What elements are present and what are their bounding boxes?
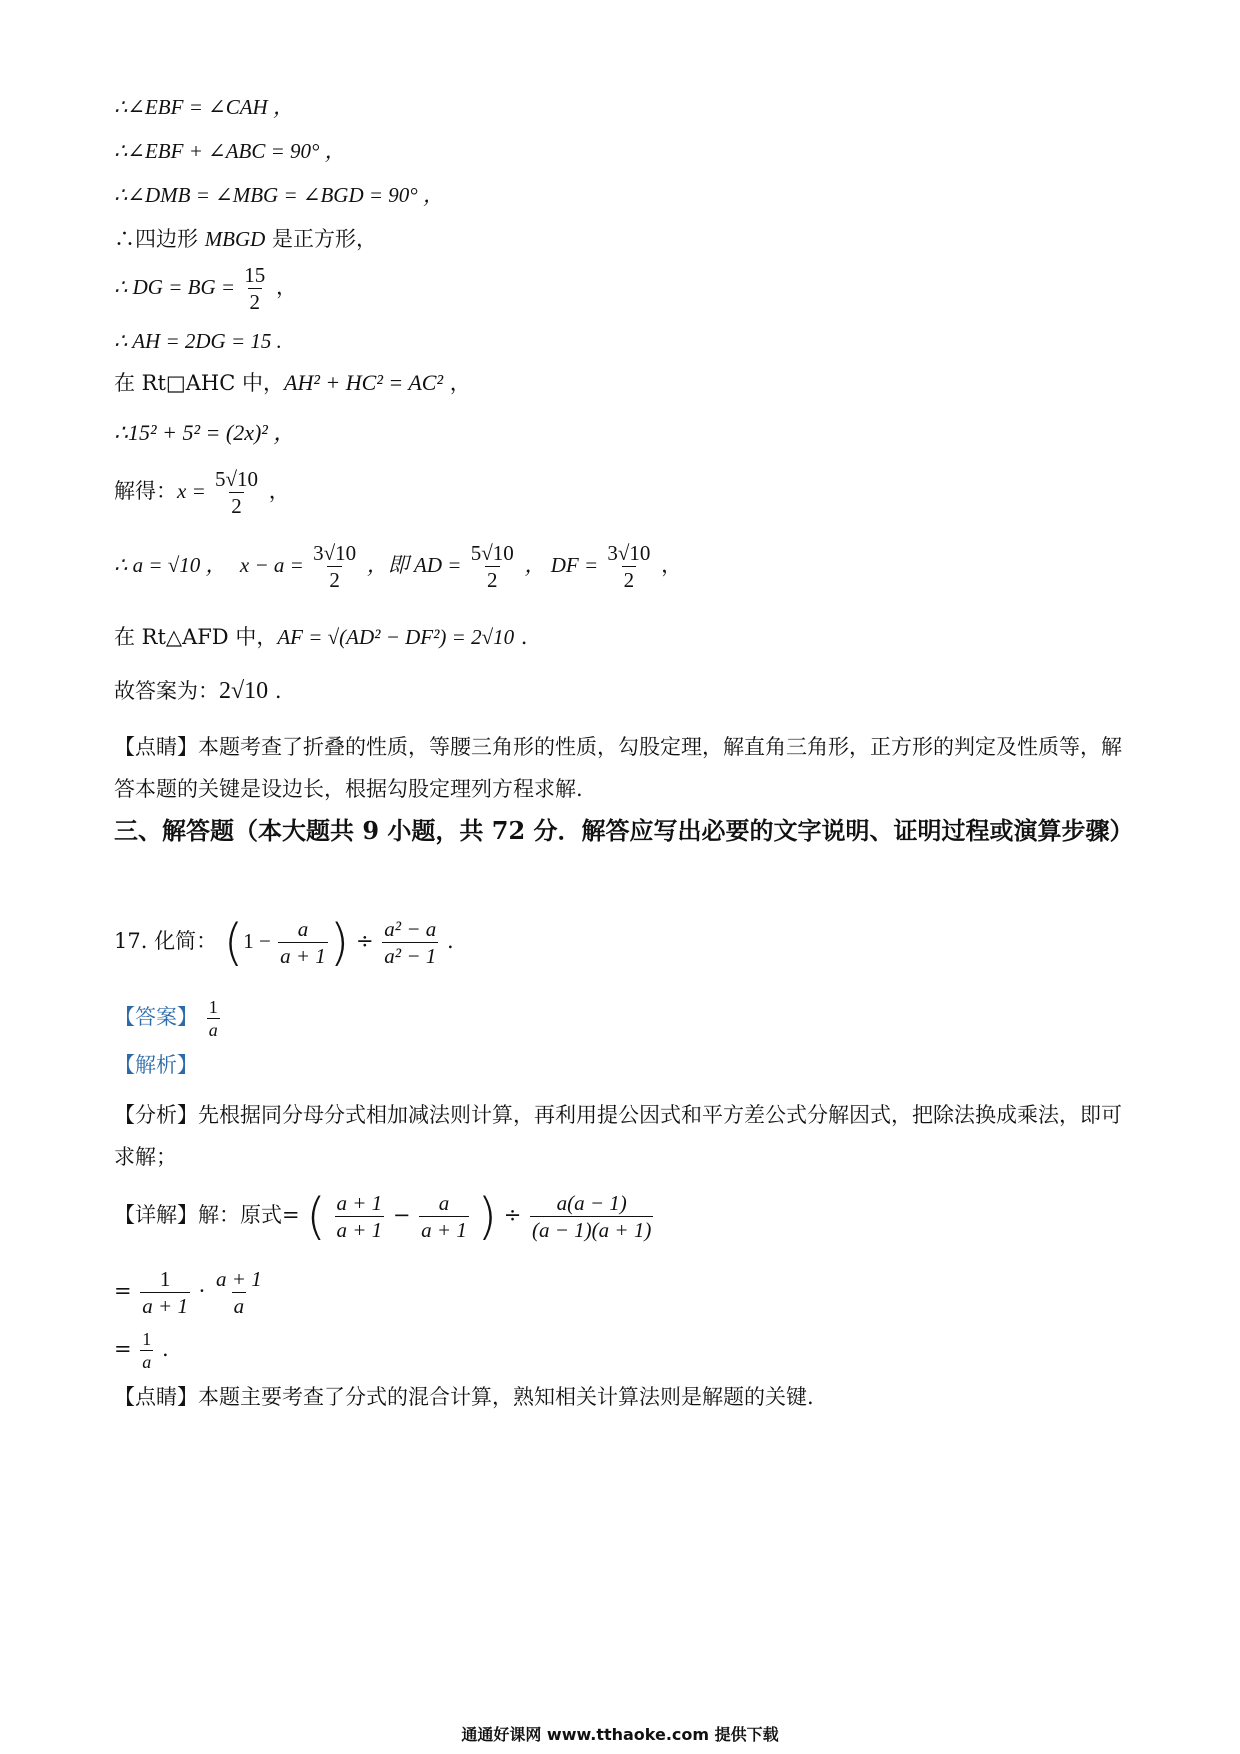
answer-label: 【答案】 [114,1005,198,1029]
proof-line-1: ∴∠EBF = ∠CAH ， [114,95,294,119]
dianjing-comment-1: 【点睛】本题考查了折叠的性质，等腰三角形的性质，勾股定理，解直角三角形，正方形的判定及性质等，解答本题的关键是设边长，根据勾股定理列方程求解. [114,735,1122,801]
proof-line-5: ∴ DG = BG = $\frac{15}{2}$ ， [114,263,297,314]
proof-line-7: 在 Rt□AHC 中，AH² + HC² = AC² ， [114,370,471,395]
answer-row: 【答案】 $\frac{1}{a}$ [114,997,218,1040]
proof-line-3: ∴∠DMB = ∠MBG = ∠BGD = 90° ， [114,183,444,207]
proof-line-2: ∴∠EBF + ∠ABC = 90° ， [114,139,346,163]
proof-line-9: 解得：x = $\frac{5√10}{2}$ ， [114,467,290,518]
xiangjie-line-3: = $\frac{1}{a}$ . [114,1329,169,1372]
dianjing-comment-2: 【点睛】本题主要考查了分式的混合计算，熟知相关计算法则是解题的关键. [114,1385,814,1409]
xiangjie-line-1: 【详解】解：原式= ( $\frac{a + 1}{a + 1}$ − $\frac{a}{a + 1}$ ) ÷ $\frac{a(a - 1)}{(a - 1)(a + 1)}$ [114,1187,652,1246]
proof-line-6: ∴ AH = 2DG = 15 . [114,329,282,353]
proof-line-11: 在 Rt△AFD 中，AF = √(AD² − DF²) = 2√10 . [114,625,528,649]
page-footer: 通通好课网 www.tthaoke.com 提供下载 [461,1725,779,1744]
proof-line-12: 故答案为：2√10 . [114,678,282,704]
proof-line-8: ∴15² + 5² = (2x)² ， [114,420,296,445]
proof-line-10: ∴ a = √10 ， x − a = $\frac{3√10}{2}$ ，即 AD = $\frac{5√10}{2}$ ， DF = $\frac{3√10}{2}$ ， [114,541,683,592]
question-17: 17. 化简： (1 − $\frac{a}{a + 1}$ ) ÷ $\frac{\text{a² − a}}{\text{a² − 1}}$ . [114,913,454,972]
section-heading: 三、解答题（本大题共 9 小题，共 72 分．解答应写出必要的文字说明、证明过程或演算步骤） [114,816,1134,845]
analysis-label: 【解析】 [114,1053,198,1077]
proof-line-4: ∴四边形 MBGD 是正方形， [114,227,378,251]
fenxi-paragraph: 【分析】先根据同分母分式相加减法则计算，再利用提公因式和平方差公式分解因式，把除法换成乘法，即可求解； [114,1103,1122,1169]
xiangjie-line-2: = $\frac{1}{a + 1}$ · $\frac{a + 1}{a}$ [114,1267,262,1318]
